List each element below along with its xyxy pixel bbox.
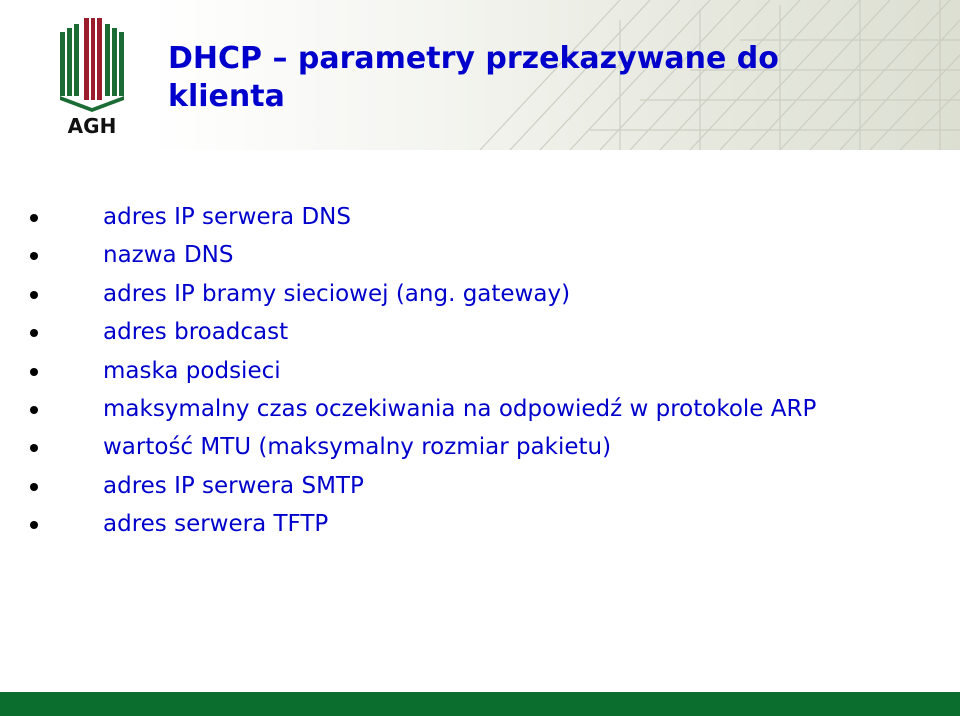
- bullet-icon: [30, 483, 38, 491]
- list-item-text: adres broadcast: [103, 319, 289, 346]
- slide-title: DHCP – parametry przekazywane do klienta: [168, 41, 779, 114]
- footer-bar: [0, 692, 960, 716]
- agh-logo: [54, 18, 130, 136]
- list-item: [30, 198, 950, 236]
- list-item: [30, 467, 950, 505]
- list-item-text: adres IP serwera DNS: [103, 204, 351, 230]
- list-item: [30, 313, 950, 351]
- list-item-text: wartość MTU (maksymalny rozmiar pakietu): [103, 434, 612, 461]
- bullet-icon: [30, 368, 38, 376]
- list-item: [30, 505, 950, 543]
- list-item: [30, 390, 950, 428]
- list-item: [30, 428, 950, 466]
- list-item-text: maksymalny czas oczekiwania na odpowiedź w protokole ARP: [103, 395, 817, 422]
- agh-logo-icon: [54, 18, 130, 136]
- list-item-text: nazwa DNS: [103, 242, 234, 269]
- agh-logo-text: AGH: [67, 114, 117, 136]
- bullet-icon: [30, 329, 38, 337]
- list-item: [30, 236, 950, 274]
- bullet-icon: [30, 521, 38, 529]
- bullet-list: [30, 198, 950, 544]
- list-item: [30, 275, 950, 313]
- bullet-icon: [30, 252, 38, 260]
- list-item: [30, 352, 950, 390]
- list-item-text: adres IP bramy sieciowej (ang. gateway): [103, 280, 571, 307]
- bullet-icon: [30, 444, 38, 452]
- list-item-text: adres serwera TFTP: [103, 511, 329, 538]
- bullet-icon: [30, 291, 38, 299]
- bullet-icon: [30, 406, 38, 414]
- bullet-icon: [30, 214, 38, 222]
- list-item-text: adres IP serwera SMTP: [103, 472, 364, 499]
- list-item-text: maska podsieci: [103, 357, 281, 384]
